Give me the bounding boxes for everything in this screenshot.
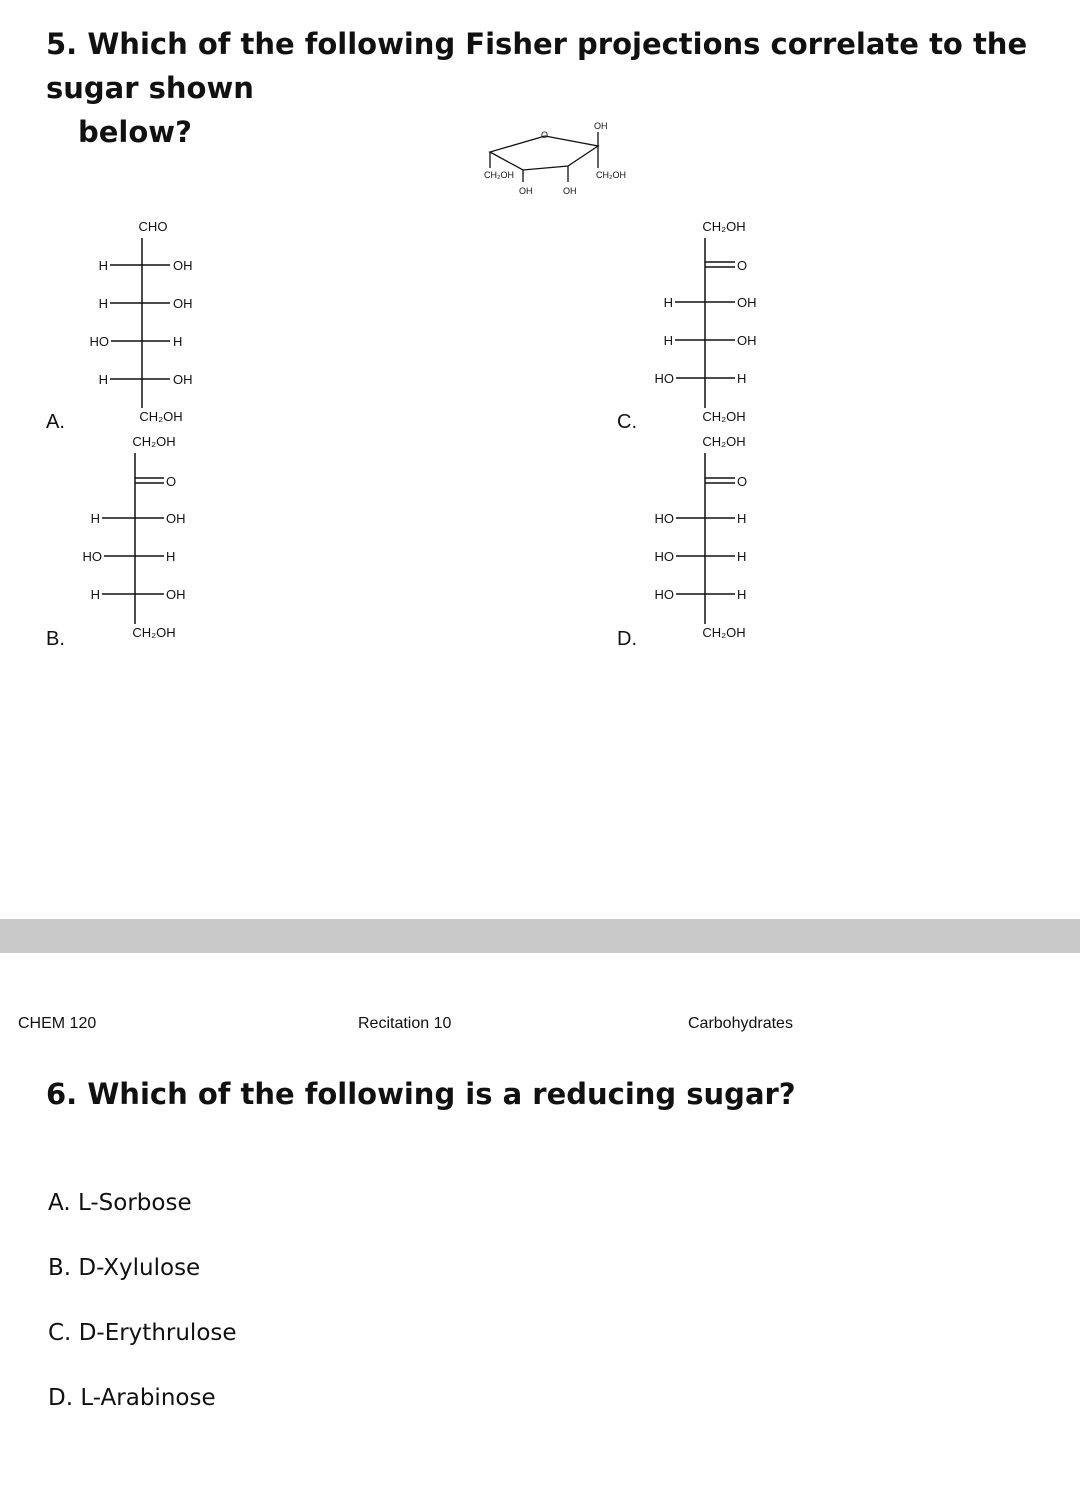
fisher-d-carbonyl-oxygen: O bbox=[737, 474, 748, 489]
bottom-oh-label-1: OH bbox=[519, 186, 533, 196]
fisher-a-row4-right: OH bbox=[173, 372, 193, 387]
fisher-b-carbonyl-oxygen: O bbox=[166, 474, 177, 489]
option-b bbox=[48, 1255, 200, 1281]
choice-b-label: B. bbox=[46, 628, 65, 650]
fisher-a-row2-left: H bbox=[98, 296, 108, 311]
fisher-c-row2-left: H bbox=[663, 333, 673, 348]
option-d-letter: D. bbox=[48, 1385, 74, 1411]
fisher-c-row3-left: HO bbox=[654, 371, 674, 386]
fisher-a-row1-right: OH bbox=[173, 258, 193, 273]
fisher-d-bottom-group: CH₂OH bbox=[702, 625, 746, 640]
fisher-d-row2-right: H bbox=[737, 549, 747, 564]
footer-session: Recitation 10 bbox=[358, 1015, 452, 1032]
fisher-b-row1-left: H bbox=[90, 511, 100, 526]
fisher-a-row3-right: H bbox=[173, 334, 183, 349]
fisher-d-row1-right: H bbox=[737, 511, 747, 526]
fisher-a-bottom-group: CH₂OH bbox=[139, 409, 183, 424]
question-6-title bbox=[46, 1074, 796, 1114]
fisher-a-row1-left: H bbox=[98, 258, 108, 273]
top-right-oh-label: OH bbox=[594, 121, 608, 131]
left-ch2oh-label: CH₂OH bbox=[484, 170, 514, 180]
question-5-number: 5. bbox=[46, 27, 78, 61]
fisher-b-top-group: CH₂OH bbox=[132, 434, 176, 449]
fisher-c-row1-right: OH bbox=[737, 295, 757, 310]
option-d bbox=[48, 1385, 216, 1411]
choice-d-label: D. bbox=[617, 628, 637, 650]
question-6-text: Which of the following is a reducing sugar? bbox=[87, 1077, 796, 1111]
fisher-b-row3-right: OH bbox=[166, 587, 186, 602]
fisher-c-bottom-group: CH₂OH bbox=[702, 409, 746, 424]
fisher-d-row2-left: HO bbox=[654, 549, 674, 564]
fisher-b-row1-right: OH bbox=[166, 511, 186, 526]
fisher-a-top-group: CHO bbox=[138, 219, 168, 234]
option-a-text: L-Sorbose bbox=[77, 1190, 192, 1216]
option-a-letter: A. bbox=[48, 1190, 71, 1216]
ring-bonds bbox=[490, 136, 598, 170]
fisher-d-row3-right: H bbox=[737, 587, 747, 602]
option-c bbox=[48, 1320, 237, 1346]
fisher-b-row3-left: H bbox=[90, 587, 100, 602]
question-5-text-line2: below? bbox=[78, 115, 192, 149]
option-c-letter: C. bbox=[48, 1320, 72, 1346]
fisher-a-row2-right: OH bbox=[173, 296, 193, 311]
option-b-text: D-Xylulose bbox=[78, 1255, 201, 1281]
fisher-b-bottom-group: CH₂OH bbox=[132, 625, 176, 640]
fisher-c-top-group: CH₂OH bbox=[702, 219, 746, 234]
fisher-d-row1-left: HO bbox=[654, 511, 674, 526]
fisher-d-top-group: CH₂OH bbox=[702, 434, 746, 449]
fisher-projection-d bbox=[617, 434, 747, 650]
fisher-c-row3-right: H bbox=[737, 371, 747, 386]
choice-c-label: C. bbox=[617, 411, 637, 433]
fisher-c-carbonyl-oxygen: O bbox=[737, 258, 748, 273]
fisher-a-row3-left: HO bbox=[89, 334, 109, 349]
choice-a-label: A. bbox=[46, 411, 65, 433]
fisher-projection-b bbox=[46, 434, 186, 650]
fisher-b-row2-right: H bbox=[166, 549, 176, 564]
fisher-c-row1-left: H bbox=[663, 295, 673, 310]
fisher-c-row2-right: OH bbox=[737, 333, 757, 348]
option-c-text: D-Erythrulose bbox=[78, 1320, 237, 1346]
footer-topic: Carbohydrates bbox=[688, 1015, 793, 1032]
fisher-projection-a bbox=[46, 219, 193, 433]
option-b-letter: B. bbox=[48, 1255, 72, 1281]
question-6-number: 6. bbox=[46, 1077, 78, 1111]
option-a bbox=[48, 1190, 192, 1216]
page-break-band bbox=[0, 919, 1080, 953]
fisher-a-row4-left: H bbox=[98, 372, 108, 387]
right-ch2oh-label: CH₂OH bbox=[596, 170, 626, 180]
footer-course: CHEM 120 bbox=[18, 1015, 97, 1032]
fisher-projection-c bbox=[617, 219, 757, 433]
fisher-d-row3-left: HO bbox=[654, 587, 674, 602]
fisher-b-row2-left: HO bbox=[82, 549, 102, 564]
bottom-oh-label-2: OH bbox=[563, 186, 577, 196]
option-d-text: L-Arabinose bbox=[80, 1385, 216, 1411]
ring-oxygen-label: O bbox=[541, 130, 549, 140]
structures-figure bbox=[0, 0, 1080, 700]
question-5-text-line1: Which of the following Fisher projections correlate to the sugar shown bbox=[46, 27, 1028, 105]
